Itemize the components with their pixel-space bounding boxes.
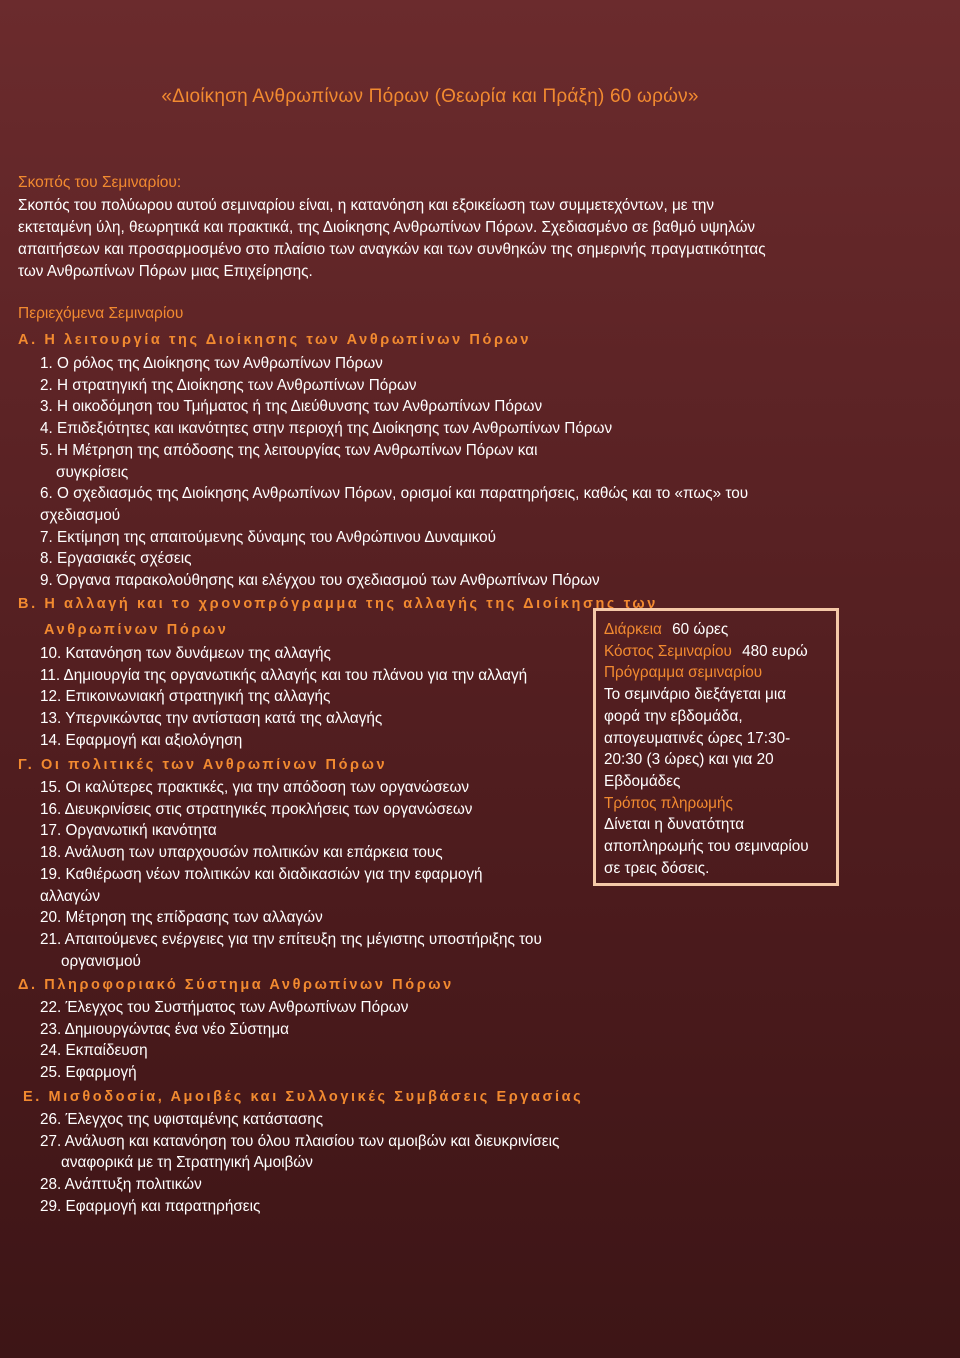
schedule-line: Το σεμινάριο διεξάγεται μια: [604, 686, 787, 704]
schedule-line: Εβδομάδες: [604, 772, 681, 790]
list-item: 16. Διευκρινίσεις στις στρατηγικές προκλήσεις των οργανώσεων: [40, 800, 473, 818]
payment-label: Τρόπος πληρωμής: [604, 794, 733, 812]
payment-line: σε τρεις δόσεις.: [604, 859, 710, 877]
schedule-label: Πρόγραμμα σεμιναρίου: [604, 664, 763, 682]
section-e-list: [40, 1109, 559, 1218]
list-item-continuation: αλλαγών: [40, 887, 100, 905]
list-item: 12. Επικοινωνιακή στρατηγική της αλλαγής: [40, 688, 331, 706]
page-title: «Διοίκηση Ανθρωπίνων Πόρων (Θεωρία και Πράξη) 60 ωρών»: [161, 86, 699, 107]
list-item: 10. Κατανόηση των δυνάμεων της αλλαγής: [40, 645, 331, 662]
purpose-heading: Σκοπός του Σεμιναρίου:: [18, 174, 182, 191]
list-item: 14. Εφαρμογή και αξιολόγηση: [40, 731, 243, 749]
schedule-line: απογευματινές ώρες 17:30-: [604, 729, 791, 747]
duration-value: 60 ώρες: [672, 621, 729, 638]
list-item: 5. Η Μέτρηση της απόδοσης της λειτουργίας των Ανθρωπίνων Πόρων και: [40, 441, 538, 459]
payment-line: αποπληρωμής του σεμιναρίου: [604, 838, 809, 856]
list-item: 7. Εκτίμηση της απαιτούμενης δύναμης του Ανθρώπινου Δυναμικού: [40, 528, 496, 546]
list-item: 29. Εφαρμογή και παρατηρήσεις: [40, 1197, 261, 1215]
list-item: 21. Απαιτούμενες ενέργειες για την επίτευξη της μέγιστης υποστήριξης του: [40, 930, 542, 948]
purpose-line: των Ανθρωπίνων Πόρων μιας Επιχείρησης.: [18, 263, 313, 280]
duration-label: Διάρκεια: [604, 621, 662, 638]
list-item: 4. Επιδεξιότητες και ικανότητες στην περιοχή της Διοίκησης των Ανθρωπίνων Πόρων: [40, 420, 613, 438]
cost-label: Κόστος Σεμιναρίου: [604, 642, 732, 660]
list-item: 3. Η οικοδόμηση του Τμήματος ή της Διεύθυνσης των Ανθρωπίνων Πόρων: [40, 398, 543, 416]
list-item: 24. Εκπαίδευση: [40, 1042, 148, 1060]
duration-row: [604, 619, 828, 641]
list-item: 19. Καθιέρωση νέων πολιτικών και διαδικασιών για την εφαρμογή: [40, 865, 483, 883]
list-item: 20. Μέτρηση της επίδρασης των αλλαγών: [40, 909, 323, 927]
cost-row: [604, 641, 828, 663]
cost-value: 480 ευρώ: [742, 642, 808, 660]
section-e-title: Ε. Μισθοδοσία, Αμοιβές και Συλλογικές Συμβάσεις Εργασίας: [23, 1089, 584, 1105]
list-item: 8. Εργασιακές σχέσεις: [40, 550, 192, 568]
schedule-line: 20:30 (3 ώρες) και για 20: [604, 751, 774, 769]
list-item: 6. Ο σχεδιασμός της Διοίκησης Ανθρωπίνων Πόρων, ορισμοί και παρατηρήσεις, καθώς και το «πως» του: [40, 485, 749, 503]
list-item: 15. Οι καλύτερες πρακτικές, για την απόδοση των οργανώσεων: [40, 779, 470, 796]
list-item-continuation: οργανισμού: [61, 952, 141, 970]
list-item: 23. Δημιουργώντας ένα νέο Σύστημα: [40, 1020, 289, 1038]
list-item: 27. Ανάλυση και κατανόηση του όλου πλαισίου των αμοιβών και διευκρινίσεις: [40, 1132, 560, 1150]
section-b-title: Β. Η αλλαγή και το χρονοπρόγραμμα της αλλαγής της Διοίκησης των: [18, 596, 658, 612]
list-item-continuation: συγκρίσεις: [56, 463, 129, 481]
section-a-title: Α. Η λειτουργία της Διοίκησης των Ανθρωπίνων Πόρων: [18, 332, 532, 348]
section-c-title: Γ. Οι πολιτικές των Ανθρωπίνων Πόρων: [18, 757, 388, 773]
list-item: 17. Οργανωτική ικανότητα: [40, 822, 217, 840]
section-b-list: [40, 643, 527, 752]
list-item: 1. Ο ρόλος της Διοίκησης των Ανθρωπίνων Πόρων: [40, 355, 383, 372]
list-item: 11. Δημιουργία της οργανωτικής αλλαγής και του πλάνου για την αλλαγή: [40, 666, 528, 684]
purpose-line: Σκοπός του πολύωρου αυτού σεμιναρίου είναι, η κατανόηση και εξοικείωση των συμμετεχόντων, με την: [18, 197, 715, 214]
section-c-list: [40, 777, 542, 972]
list-item: 18. Ανάλυση των υπαρχουσών πολιτικών και επάρκεια τους: [40, 844, 443, 862]
list-item: 28. Ανάπτυξη πολιτικών: [40, 1176, 202, 1194]
section-b-title-cont: Ανθρωπίνων Πόρων: [44, 622, 229, 638]
section-d-title: Δ. Πληροφοριακό Σύστημα Ανθρωπίνων Πόρων: [18, 977, 454, 993]
info-box: [593, 608, 839, 886]
contents-heading: Περιεχόμενα Σεμιναρίου: [18, 305, 184, 322]
list-item-continuation: αναφορικά με τη Στρατηγική Αμοιβών: [61, 1154, 313, 1172]
payment-line: Δίνεται η δυνατότητα: [604, 816, 745, 834]
section-a-list: [40, 353, 748, 592]
list-item: 2. Η στρατηγική της Διοίκησης των Ανθρωπίνων Πόρων: [40, 376, 417, 394]
section-d-list: [40, 997, 408, 1084]
list-item-continuation: σχεδιασμού: [40, 506, 121, 524]
list-item: 26. Έλεγχος της υφισταμένης κατάστασης: [40, 1111, 324, 1128]
purpose-text: [18, 195, 918, 283]
schedule-line: φορά την εβδομάδα,: [604, 707, 743, 725]
list-item: 13. Υπερνικώντας την αντίσταση κατά της αλλαγής: [40, 710, 383, 728]
list-item: 9. Όργανα παρακολούθησης και ελέγχου του σχεδιασμού των Ανθρωπίνων Πόρων: [40, 572, 600, 590]
purpose-line: εκτεταμένη ύλη, θεωρητικά και πρακτικά, της Διοίκησης Ανθρωπίνων Πόρων. Σχεδιασμένο σε βαθμό υψηλών: [18, 219, 756, 236]
list-item: 22. Έλεγχος του Συστήματος των Ανθρωπίνων Πόρων: [40, 999, 409, 1016]
list-item: 25. Εφαρμογή: [40, 1064, 137, 1082]
purpose-line: απαιτήσεων και προσαρμοσμένο στο πλαίσιο των αναγκών και των συνθηκών της σημερινής πραγματικότητας: [18, 241, 766, 258]
